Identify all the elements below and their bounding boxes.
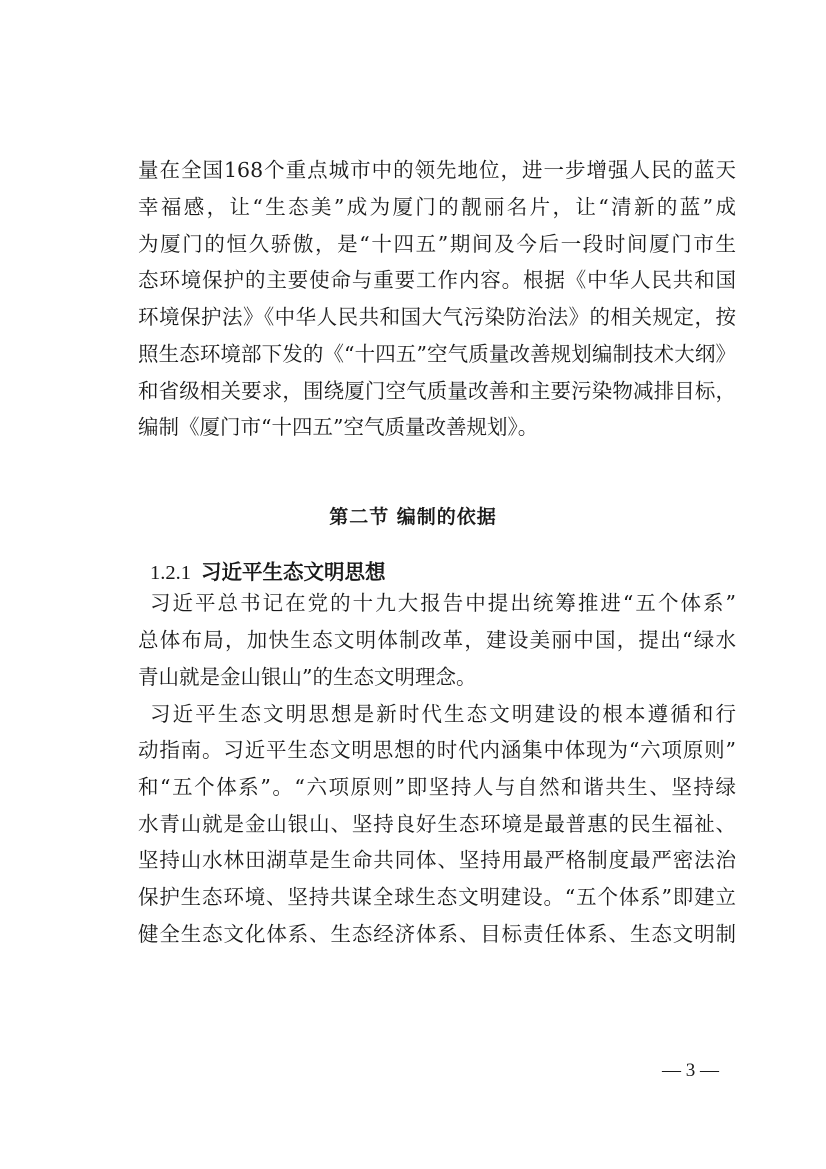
text-line: 编制《厦门市“十四五”空气质量改善规划》。 [138,415,539,439]
section-heading: 第二节 编制的依据 [329,506,497,528]
text-line: 和“五个体系”。“六项原则”即坚持人与自然和谐共生、坚持绿 [138,775,736,799]
subsection-heading [150,555,386,585]
text-line: 健全生态文化体系、生态经济体系、目标责任体系、生态文明制 [138,922,736,946]
text-line: 习近平生态文明思想是新时代生态文明建设的根本遵循和行 [150,702,736,726]
text-line: 保护生态环境、坚持共谋全球生态文明建设。“五个体系”即建立 [138,885,736,909]
text-line: 水青山就是金山银山、坚持良好生态环境是最普惠的民生福祉、 [138,812,736,836]
text-line: 环境保护法》《中华人民共和国大气污染防治法》的相关规定，按 [138,305,736,329]
text-line: 照生态环境部下发的《“十四五”空气质量改善规划编制技术大纲》 [138,342,736,366]
page-number: — 3 — [662,1060,719,1081]
text-line: 和省级相关要求，围绕厦门空气质量改善和主要污染物减排目标， [138,379,736,403]
text-line: 幸福感，让“生态美”成为厦门的靓丽名片，让“清新的蓝”成 [138,195,736,219]
text-line: 坚持山水林田湖草是生命共同体、坚持用最严格制度最严密法治 [138,848,736,872]
text-line: 态环境保护的主要使命与重要工作内容。根据《中华人民共和国 [138,268,736,292]
text-line: 青山就是金山银山”的生态文明理念。 [138,665,477,689]
subsection-number: 1.2.1 [150,562,191,584]
text-line: 为厦门的恒久骄傲，是“十四五”期间及今后一段时间厦门市生 [138,232,736,256]
text-line: 动指南。习近平生态文明思想的时代内涵集中体现为“六项原则” [138,738,736,762]
text-line: 习近平总书记在党的十九大报告中提出统筹推进“五个体系” [150,591,736,615]
text-line: 总体布局，加快生态文明体制改革，建设美丽中国，提出“绿水 [138,628,736,652]
text-line: 量在全国168个重点城市中的领先地位，进一步增强人民的蓝天 [138,158,736,182]
subsection-title: 习近平生态文明思想 [201,560,386,584]
